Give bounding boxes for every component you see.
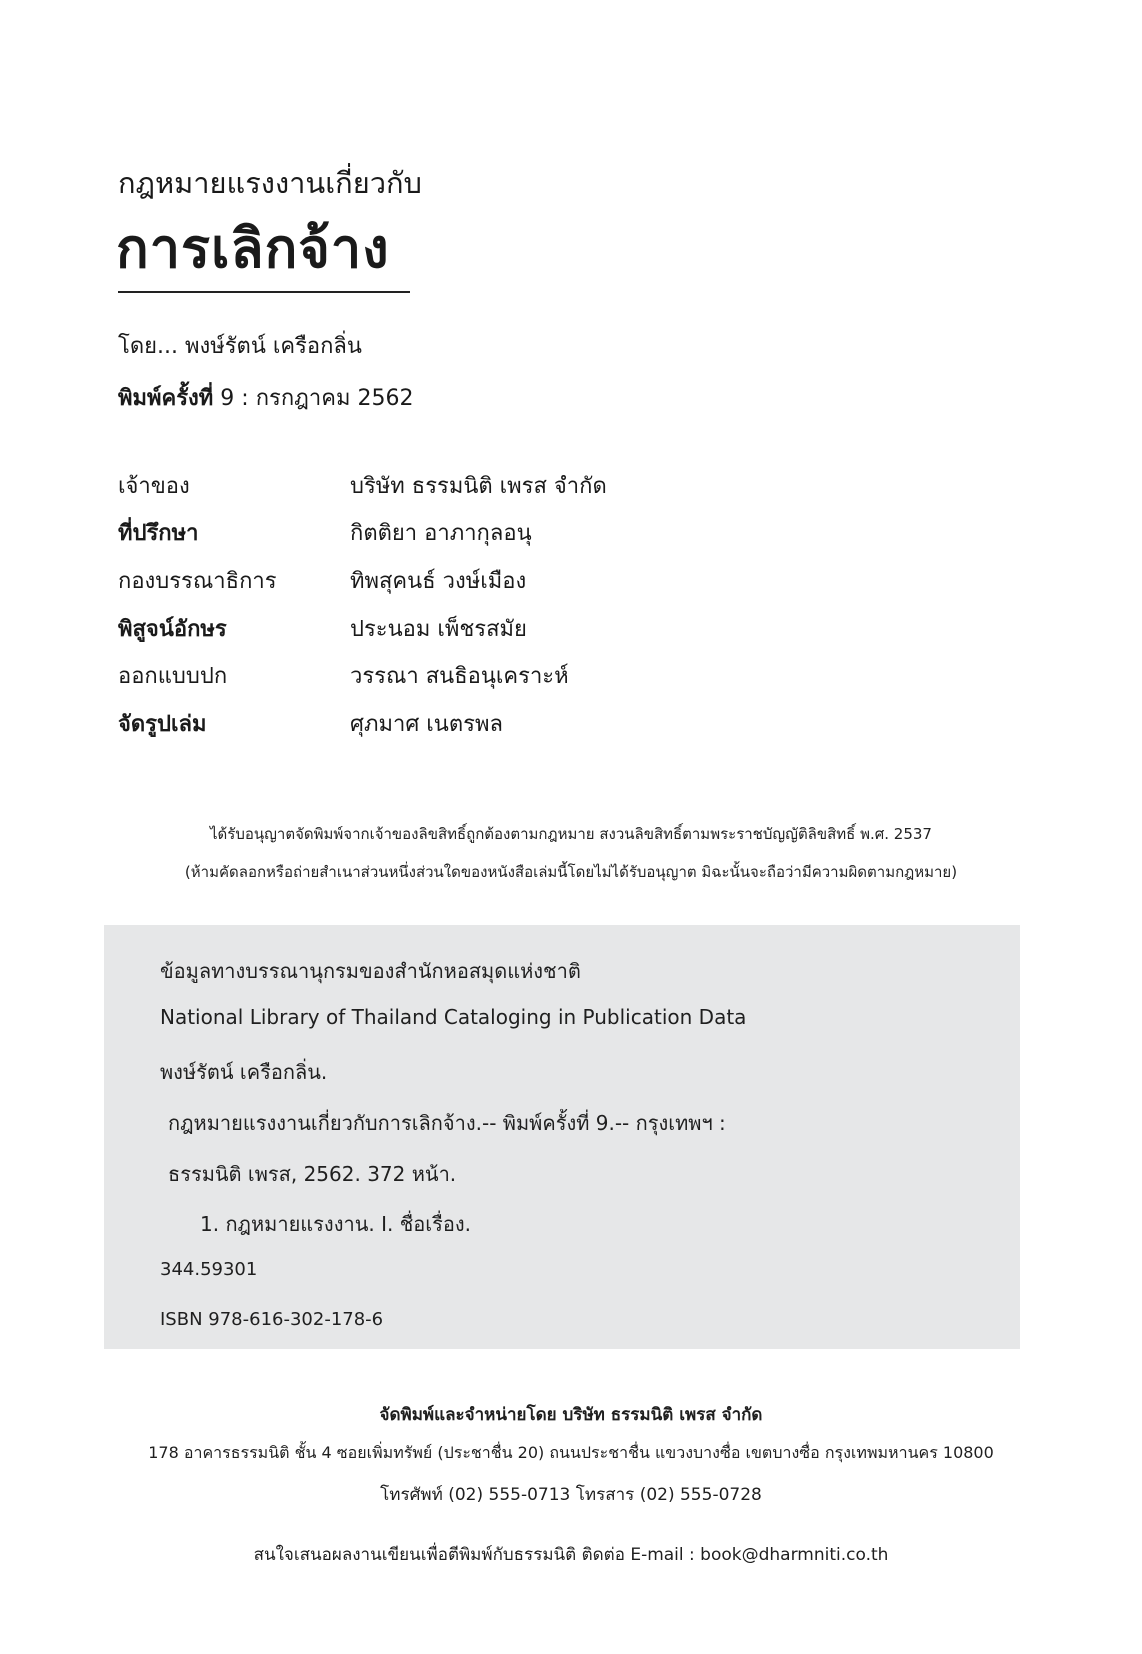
credit-name: ประนอม เพ็ชรสมัย — [350, 617, 527, 642]
cip-author: พงษ์รัตน์ เครือกลิ่น. — [160, 1060, 328, 1084]
credit-role: เจ้าของ — [118, 474, 190, 499]
cip-isbn: ISBN 978-616-302-178-6 — [160, 1309, 384, 1330]
edition-line — [118, 380, 413, 415]
cip-title: กฎหมายแรงงานเกี่ยวกับการเลิกจ้าง.-- พิมพ์ครั้งที่ 9.-- กรุงเทพฯ : — [168, 1111, 726, 1135]
credit-row — [118, 468, 758, 508]
title-divider — [118, 291, 410, 293]
publisher-line: จัดพิมพ์และจำหน่ายโดย บริษัท ธรรมนิติ เพรส จำกัด — [379, 1405, 763, 1425]
cip-subjects: 1. กฎหมายแรงงาน. I. ชื่อเรื่อง. — [200, 1212, 471, 1236]
copyright-warning: (ห้ามคัดลอกหรือถ่ายสำเนาส่วนหนึ่งส่วนใดของหนังสือเล่มนี้โดยไม่ได้รับอนุญาต มิฉะนั้นจะถือว่ามีความผิดตามกฎหมาย) — [184, 863, 958, 881]
credit-role: กองบรรณาธิการ — [118, 569, 277, 594]
book-subtitle: กฎหมายแรงงานเกี่ยวกับ — [118, 166, 422, 200]
cip-publisher: ธรรมนิติ เพรส, 2562. 372 หน้า. — [168, 1162, 457, 1186]
credit-row — [118, 706, 758, 746]
credit-name: บริษัท ธรรมนิติ เพรส จำกัด — [350, 474, 607, 499]
credit-name: ศุภมาศ เนตรพล — [350, 712, 503, 737]
copyright-notice: ได้รับอนุญาตจัดพิมพ์จากเจ้าของลิขสิทธิ์ถูกต้องตามกฎหมาย สงวนลิขสิทธิ์ตามพระราชบัญญัติลิขสิทธิ์ พ.ศ. 2537 — [210, 825, 932, 843]
credit-role: ที่ปรึกษา — [118, 521, 199, 546]
cip-heading-thai: ข้อมูลทางบรรณานุกรมของสำนักหอสมุดแห่งชาติ — [160, 959, 581, 983]
credit-name: วรรณา สนธิอนุเคราะห์ — [350, 664, 569, 689]
edition-value: 9 : กรกฎาคม 2562 — [220, 386, 414, 411]
author-line: โดย... พงษ์รัตน์ เครือกลิ่น — [118, 334, 362, 359]
publisher-phone: โทรศัพท์ (02) 555-0713 โทรสาร (02) 555-0728 — [380, 1485, 762, 1505]
credit-name: กิตติยา อาภากุลอนุ — [350, 521, 532, 546]
credit-role: พิสูจน์อักษร — [118, 617, 227, 642]
credit-role: ออกแบบปก — [118, 664, 228, 689]
edition-label: พิมพ์ครั้งที่ — [118, 386, 214, 411]
book-title: การเลิกจ้าง — [116, 217, 390, 280]
cip-class-number: 344.59301 — [160, 1259, 258, 1280]
publisher-address: 178 อาคารธรรมนิติ ชั้น 4 ซอยเพิ่มทรัพย์ (ประชาชื่น 20) ถนนประชาชื่น แขวงบางซื่อ เขตบางซื่อ กรุงเทพมหานคร 10800 — [148, 1443, 994, 1462]
credit-row — [118, 563, 758, 603]
cip-heading-english: National Library of Thailand Cataloging in Publication Data — [160, 1005, 747, 1029]
credit-row — [118, 658, 758, 698]
credit-name: ทิพสุคนธ์ วงษ์เมือง — [350, 569, 527, 594]
credit-row — [118, 611, 758, 651]
credit-row — [118, 515, 758, 555]
cip-data-box — [104, 925, 1020, 1349]
submission-contact: สนใจเสนอผลงานเขียนเพื่อตีพิมพ์กับธรรมนิติ ติดต่อ E-mail : book@dharmniti.co.th — [253, 1545, 889, 1565]
credit-role: จัดรูปเล่ม — [118, 712, 207, 737]
